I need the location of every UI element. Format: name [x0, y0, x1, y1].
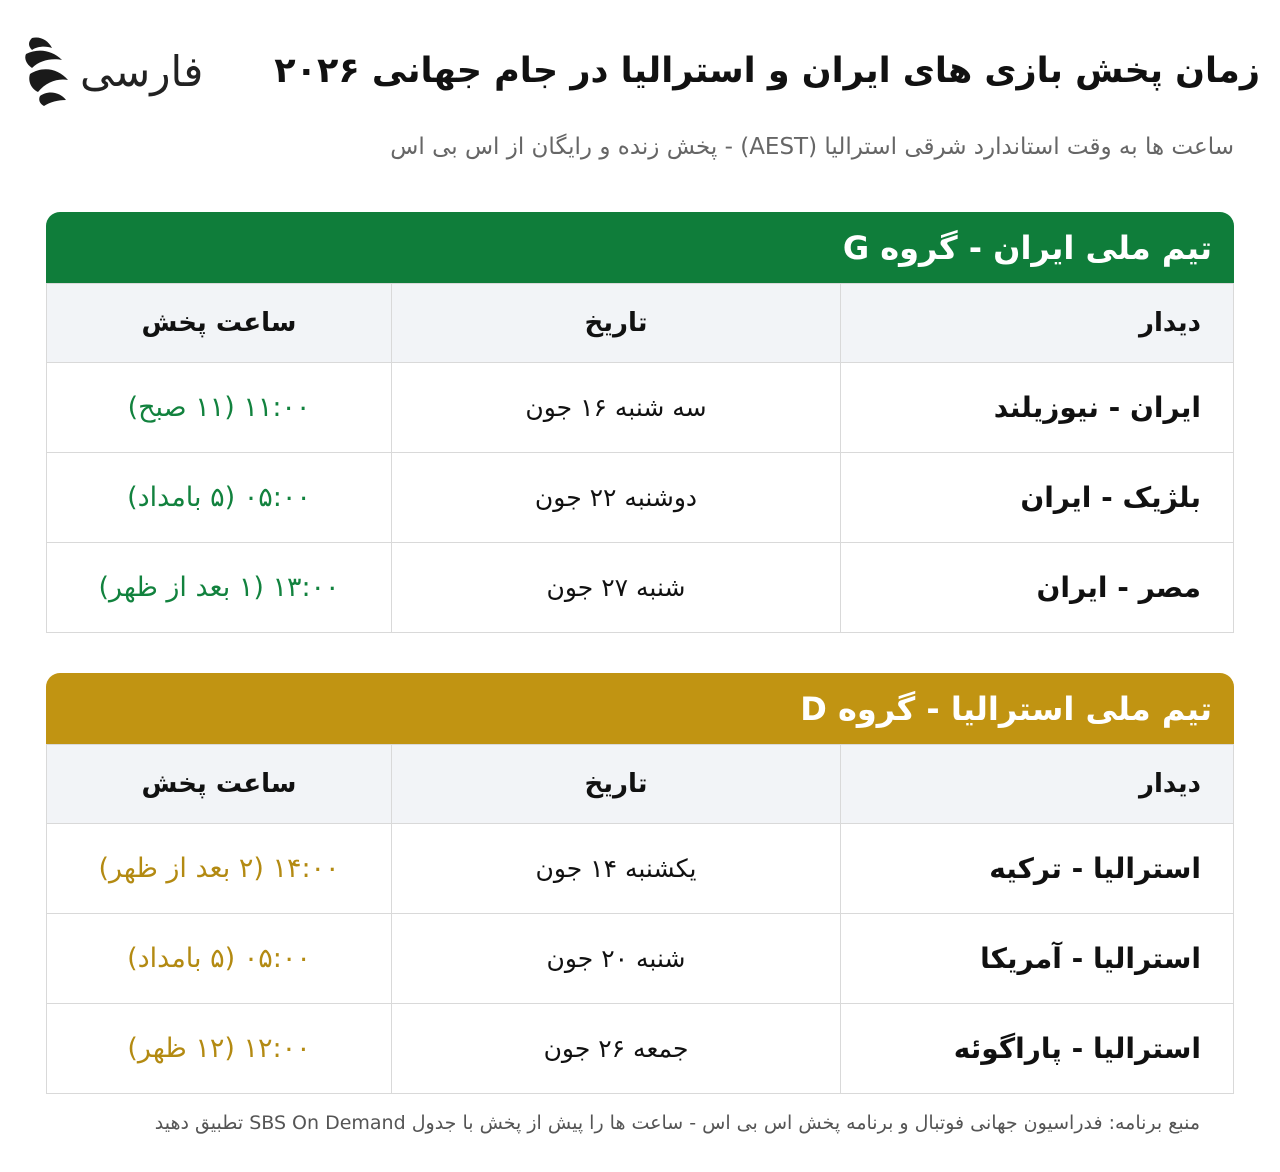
- match-cell: ایران - نیوزیلند: [841, 363, 1234, 453]
- match-cell: بلژیک - ایران: [841, 453, 1234, 543]
- group-title: تیم ملی ایران - گروه G: [46, 212, 1234, 283]
- time-cell: ۱۴:۰۰ (۲ بعد از ظهر): [47, 824, 392, 914]
- date-cell: یکشنبه ۱۴ جون: [392, 824, 841, 914]
- logo-text: فارسی: [80, 47, 204, 96]
- time-cell: ۱۳:۰۰ (۱ بعد از ظهر): [47, 543, 392, 633]
- table-header-row: [47, 745, 1234, 824]
- column-header-time: ساعت پخش: [47, 745, 392, 824]
- column-header-match: دیدار: [841, 284, 1234, 363]
- date-cell: سه شنبه ۱۶ جون: [392, 363, 841, 453]
- schedule-table: [46, 283, 1234, 633]
- date-cell: شنبه ۲۰ جون: [392, 914, 841, 1004]
- sbs-logo-icon: [22, 34, 74, 106]
- table-row: [47, 543, 1234, 633]
- table-row: [47, 1004, 1234, 1094]
- match-cell: استرالیا - ترکیه: [841, 824, 1234, 914]
- time-cell: ۰۵:۰۰ (۵ بامداد): [47, 914, 392, 1004]
- table-row: [47, 453, 1234, 543]
- table-header-row: [47, 284, 1234, 363]
- group-australia: [46, 673, 1234, 1094]
- date-cell: جمعه ۲۶ جون: [392, 1004, 841, 1094]
- match-cell: استرالیا - پاراگوئه: [841, 1004, 1234, 1094]
- column-header-date: تاریخ: [392, 745, 841, 824]
- table-row: [47, 363, 1234, 453]
- match-cell: مصر - ایران: [841, 543, 1234, 633]
- column-header-match: دیدار: [841, 745, 1234, 824]
- table-row: [47, 914, 1234, 1004]
- group-iran: [46, 212, 1234, 633]
- date-cell: دوشنبه ۲۲ جون: [392, 453, 841, 543]
- sbs-farsi-logo: [22, 34, 203, 106]
- source-footnote: منبع برنامه: فدراسیون جهانی فوتبال و برنامه پخش اس بی اس - ساعت ها را پیش از پخش با جدول SBS On Demand تطبیق دهید: [154, 1112, 1200, 1134]
- column-header-date: تاریخ: [392, 284, 841, 363]
- header: [22, 30, 1260, 120]
- time-cell: ۱۱:۰۰ (۱۱ صبح): [47, 363, 392, 453]
- time-cell: ۱۲:۰۰ (۱۲ ظهر): [47, 1004, 392, 1094]
- page-subtitle: ساعت ها به وقت استاندارد شرقی استرالیا (AEST) - پخش زنده و رایگان از اس بی اس: [390, 134, 1234, 160]
- column-header-time: ساعت پخش: [47, 284, 392, 363]
- schedule-table: [46, 744, 1234, 1094]
- group-title: تیم ملی استرالیا - گروه D: [46, 673, 1234, 744]
- page-title: زمان پخش بازی های ایران و استرالیا در جام جهانی ۲۰۲۶: [274, 51, 1260, 91]
- table-row: [47, 824, 1234, 914]
- match-cell: استرالیا - آمریکا: [841, 914, 1234, 1004]
- date-cell: شنبه ۲۷ جون: [392, 543, 841, 633]
- time-cell: ۰۵:۰۰ (۵ بامداد): [47, 453, 392, 543]
